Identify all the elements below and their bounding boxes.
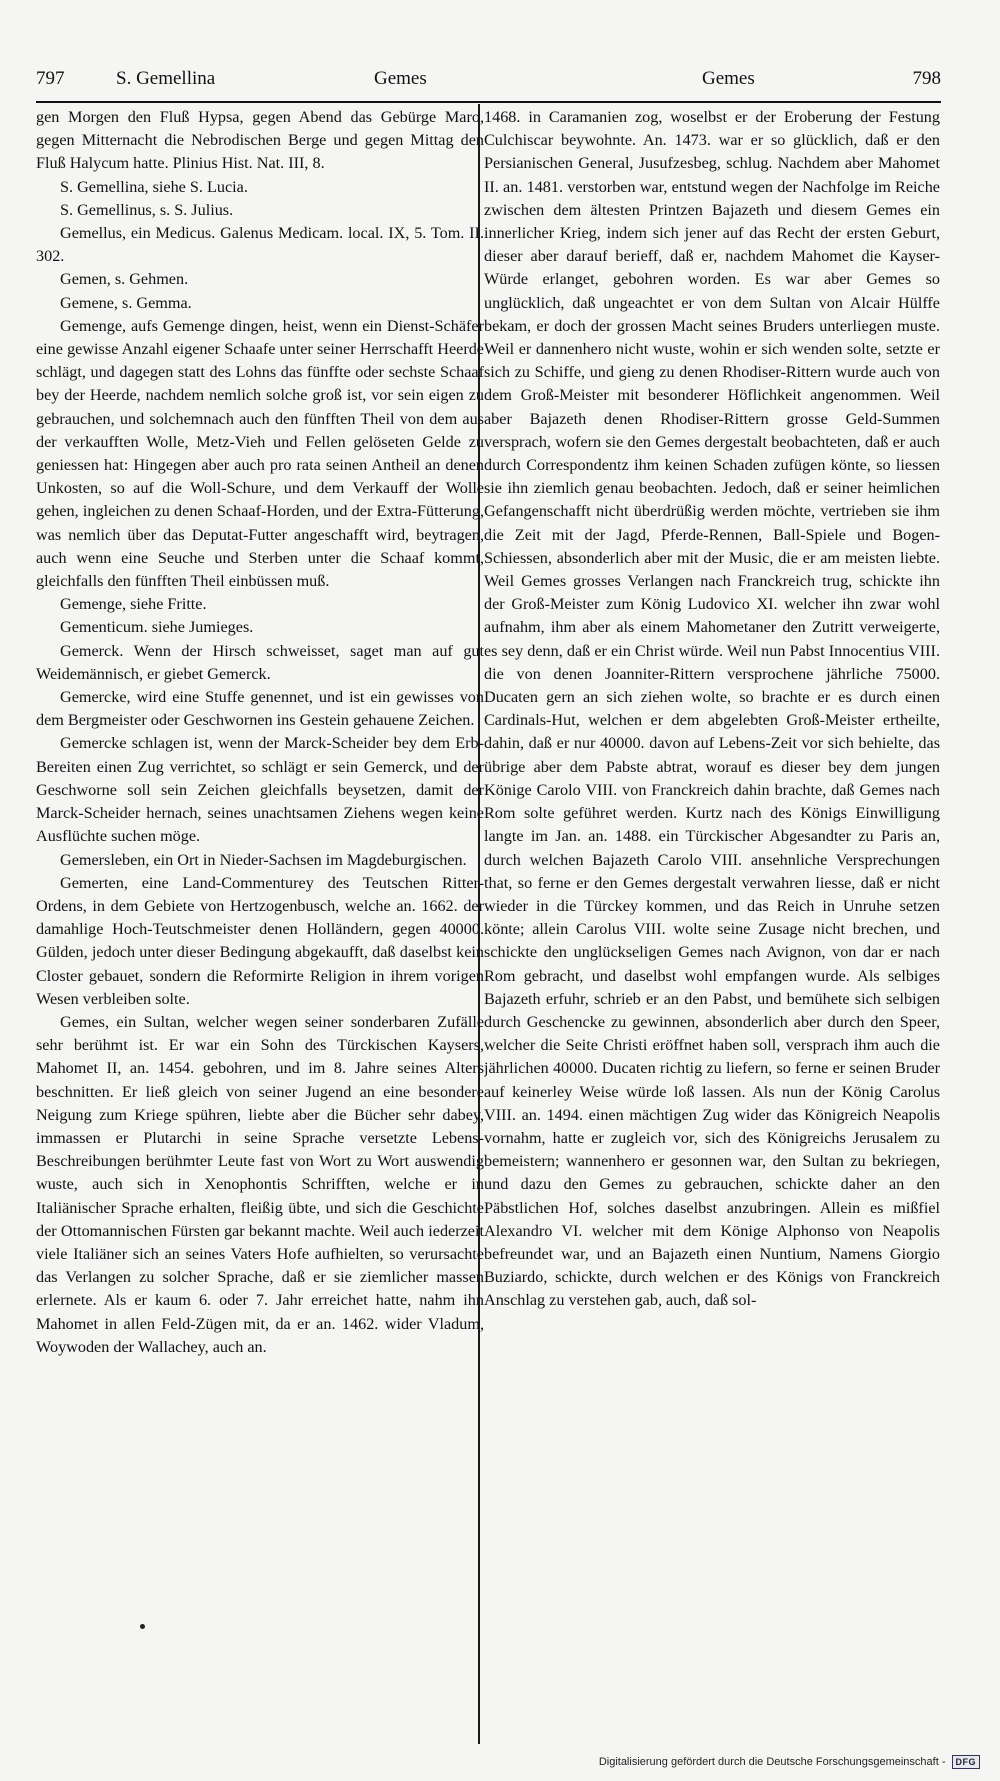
footer-text: Digitalisierung gefördert durch die Deutsche Forschungsgemeinschaft -	[598, 1756, 946, 1768]
text-paragraph: Gementicum. siehe Jumieges.	[60, 618, 254, 637]
page-number-right: 798	[912, 68, 941, 89]
text-paragraph: Gemercke, wird eine Stuffe genennet, und ist ein gewisses von dem Bergmeister oder Geschwornen ins Gestein gehauene Zeichen.	[36, 688, 484, 730]
text-paragraph: Gemene, s. Gemma.	[60, 293, 192, 312]
catchword-right: Gemes	[702, 68, 755, 89]
text-paragraph: S. Gemellinus, s. S. Julius.	[60, 200, 234, 219]
text-paragraph: Gemes, ein Sultan, welcher wegen seiner sonderbaren Zufälle sehr berühmt ist. Er war ein Sohn des Türckischen Kaysers, Mahomet II, an. 1454. gebohren, und im 8. Jahre seines Alters beschnitten. Er ließ gleich von seiner Jugend an eine besondere Neigung zum Kriege spühren, liebte aber die Bücher sehr dabey, immassen er Plutarchi in seine Sprache versetzte Lebens-Beschreibungen berühmter Leute fast von Wort zu Wort auswendig wuste, auch sich in Xenophontis Schrifften, welche er in Italiänischer Sprache erhalten, fleißig übte, und sich die Geschichte der Ottomannischen Fürsten gar bekannt machte. Weil auch iederzeit viele Italiäner sich an seines Vaters Hofe aufhielten, so verursachte das Verlangen zu solcher Sprache, daß er sie ziemlicher massen erlernete. Als er kaum 6. oder 7. Jahr erreichet hatte, nahm ihn Mahomet in allen Feld-Zügen mit, da er an. 1462. wider Vladum, Woywoden der Wallachey, auch an.	[36, 1012, 484, 1356]
text-paragraph: Gemercke schlagen ist, wenn der Marck-Scheider bey dem Erb-Bereiten einen Zug verrichtet, so schlägt er sein Gemerck, und der Geschworne soll sein Zeichen gleichfalls beysetzen, damit der Marck-Scheider hernach, seines unachtsamen Ziehens wegen keine Ausflüchte suchen möge.	[36, 734, 484, 846]
page-number-left: 797	[36, 68, 65, 89]
left-column	[36, 106, 484, 1716]
ink-speck	[140, 1624, 145, 1629]
catchword-left: Gemes	[374, 68, 427, 89]
text-paragraph: Gemenge, aufs Gemenge dingen, heist, wenn ein Dienst-Schäfer eine gewisse Anzahl eigener Schaafe unter seiner Herrschafft Heerde schlägt, und dagegen statt des Lohns das fünffte oder sechste Schaaf bey der Heerde, nachdem nemlich solche groß ist, vor sein eigen zu gebrauchen, und solchemnach auch den fünfften Theil von dem aus der verkaufften Wolle, Metz-Vieh und Fellen gelöseten Gelde zu geniessen hat: Hingegen aber auch pro rata seinen Antheil an denen Unkosten, so auf die Woll-Schure, und dem Verkauff der Wolle gehen, ingleichen zu denen Schaaf-Horden, und der Extra-Fütterung, was nemlich über das Deputat-Futter angeschafft wird, beytragen, auch wenn eine Seuche und Sterben unter die Schaaf kommt, gleichfalls den fünfften Theil einbüssen muß.	[36, 316, 484, 591]
footer-credit	[599, 1755, 980, 1769]
text-paragraph: Gemenge, siehe Fritte.	[60, 595, 207, 614]
page-header	[36, 68, 941, 102]
text-paragraph: 1468. in Caramanien zog, woselbst er der Eroberung der Festung Culchiscar beywohnte. An. 1473. war er so glücklich, daß er den Persianischen General, Jusufzesbeg, schlug. Nachdem aber Mahomet II. an. 1481. verstorben war, entstund wegen der Nachfolge im Reiche zwischen dem ältesten Printzen Bajazeth und diesem Gemes ein innerlicher Krieg, indem sich jener auf das Recht der ersten Geburt, dieser aber darauf berieff, daß er, nachdem Mahomet die Kayser-Würde erlanget, gebohren worden. Es war aber Gemes so unglücklich, daß ungeachtet er von dem Sultan von Alcair Hülffe bekam, er doch der grossen Macht seines Bruders unterliegen muste. Weil er dannenhero nicht wuste, wohin er sich wenden solte, setzte er sich zu Schiffe, und gieng zu denen Rhodiser-Rittern wurde auch von dem Groß-Meister mit besonderer Höflichkeit angenommen. Weil aber Bajazeth denen Rhodiser-Rittern grosse Geld-Summen versprach, wofern sie den Gemes dergestalt beobachteten, daß er auch durch Correspondentz ihm keinen Schaden zufügen könte, so liessen sie ihn ziemlich genau beobachten. Jedoch, daß er seiner heimlichen Gefangenschafft nicht überdrüßig werden möchte, vertrieben sie ihm die Zeit mit der Jagd, Pferde-Rennen, Ball-Spiele und Bogen-Schiessen, absonderlich aber mit der Music, die er am meisten liebte. Weil Gemes grosses Verlangen nach Franckreich trug, schickte ihn der Groß-Meister zum König Ludovico XI. welcher ihn zwar wohl aufnahm, ihm aber als einem Mahometaner den Zutritt verweigerte, es sey denn, daß er ein Christ würde. Weil nun Pabst Innocentius VIII. die von denen Joanniter-Rittern versprochene jährliche 75000. Ducaten gern an sich ziehen wolte, so brachte er es durch einen Cardinals-Hut, welchen er dem abgelebten Groß-Meister ertheilte, dahin, daß er nur 40000. davon auf Lebens-Zeit vor sich behielte, das übrige aber dem Pabste abtrat, worauf es dieser bey dem jungen Könige Carolo VIII. von Franckreich dahin brachte, daß Gemes nach Rom solte geführet werden. Kurtz nach des Königs Einwilligung langte im Jan. an. 1488. ein Türckischer Abgesandter zu Paris an, durch welchen Bajazeth Carolo VIII. ansehnliche Versprechungen that, so ferne er den Gemes dergestalt verwahren liesse, daß er nicht wieder in die Türckey kommen, und das Reich in Unruhe setzen könte; allein Carolus VIII. wolte seine Zusage nicht brechen, und schickte den unglückseligen Gemes nach Avignon, von dar er nach Rom gebracht, und daselbst wohl empfangen wurde. Als selbiges Bajazeth erfuhr, schrieb er an den Pabst, und bemühete sich selbigen durch Geschencke zu gewinnen, absonderlich aber durch den Speer, welcher die Seite Christi eröffnet haben soll, versprach ihm auch die jährlichen 40000. Ducaten richtig zu liefern, so ferne er seinen Bruder auf keinerley Weise würde loß lassen. Als nun der König Carolus VIII. an. 1494. einen mächtigen Zug wider das Königreich Neapolis vornahm, hatte er zugleich vor, sich des Königreichs Jerusalem zu bemeistern; wannenhero er gesonnen war, den Sultan zu bekriegen, und dazu den Gemes zu gebrauchen, schickte daher an den Päbstlichen Hof, solches daselbst anzubringen. Allein es mißfiel Alexandro VI. welcher mit dem Könige Alphonso von Neapolis befreundet war, und an Bajazeth einen Nuntium, Namens Giorgio Buziardo, schickte, durch welchen er des Königs von Franckreich Anschlag zu verstehen gab, auch, daß sol-	[484, 108, 940, 1310]
text-paragraph: gen Morgen den Fluß Hypsa, gegen Abend das Gebürge Maro, gegen Mitternacht die Nebrodischen Berge und gegen Mittag den Fluß Halycum hatte. Plinius Hist. Nat. III, 8.	[36, 108, 484, 173]
text-paragraph: Gemellus, ein Medicus. Galenus Medicam. local. IX, 5. Tom. II. 302.	[36, 224, 484, 266]
text-paragraph: Gemerck. Wenn der Hirsch schweisset, saget man auf gut Weidemännisch, er giebet Gemerck.	[36, 641, 484, 683]
text-paragraph: S. Gemellina, siehe S. Lucia.	[60, 177, 248, 196]
dfg-logo: DFG	[952, 1755, 981, 1769]
running-head-left: S. Gemellina	[116, 68, 216, 89]
text-paragraph: Gemersleben, ein Ort in Nieder-Sachsen im Magdeburgischen.	[60, 850, 467, 869]
right-column	[484, 106, 940, 1716]
text-paragraph: Gemerten, eine Land-Commenturey des Teutschen Ritter-Ordens, in dem Gebiete von Hertzogenbusch, welche an. 1662. der damahlige Hoch-Teutschmeister denen Holländern, gegen 40000. Gülden, jedoch unter dieser Bedingung abgekaufft, daß daselbst kein Closter gebauet, sondern die Reformirte Religion in ihrem vorigen Wesen verbleiben solte.	[36, 873, 484, 1008]
text-paragraph: Gemen, s. Gehmen.	[60, 270, 189, 289]
header-rule	[36, 101, 941, 103]
